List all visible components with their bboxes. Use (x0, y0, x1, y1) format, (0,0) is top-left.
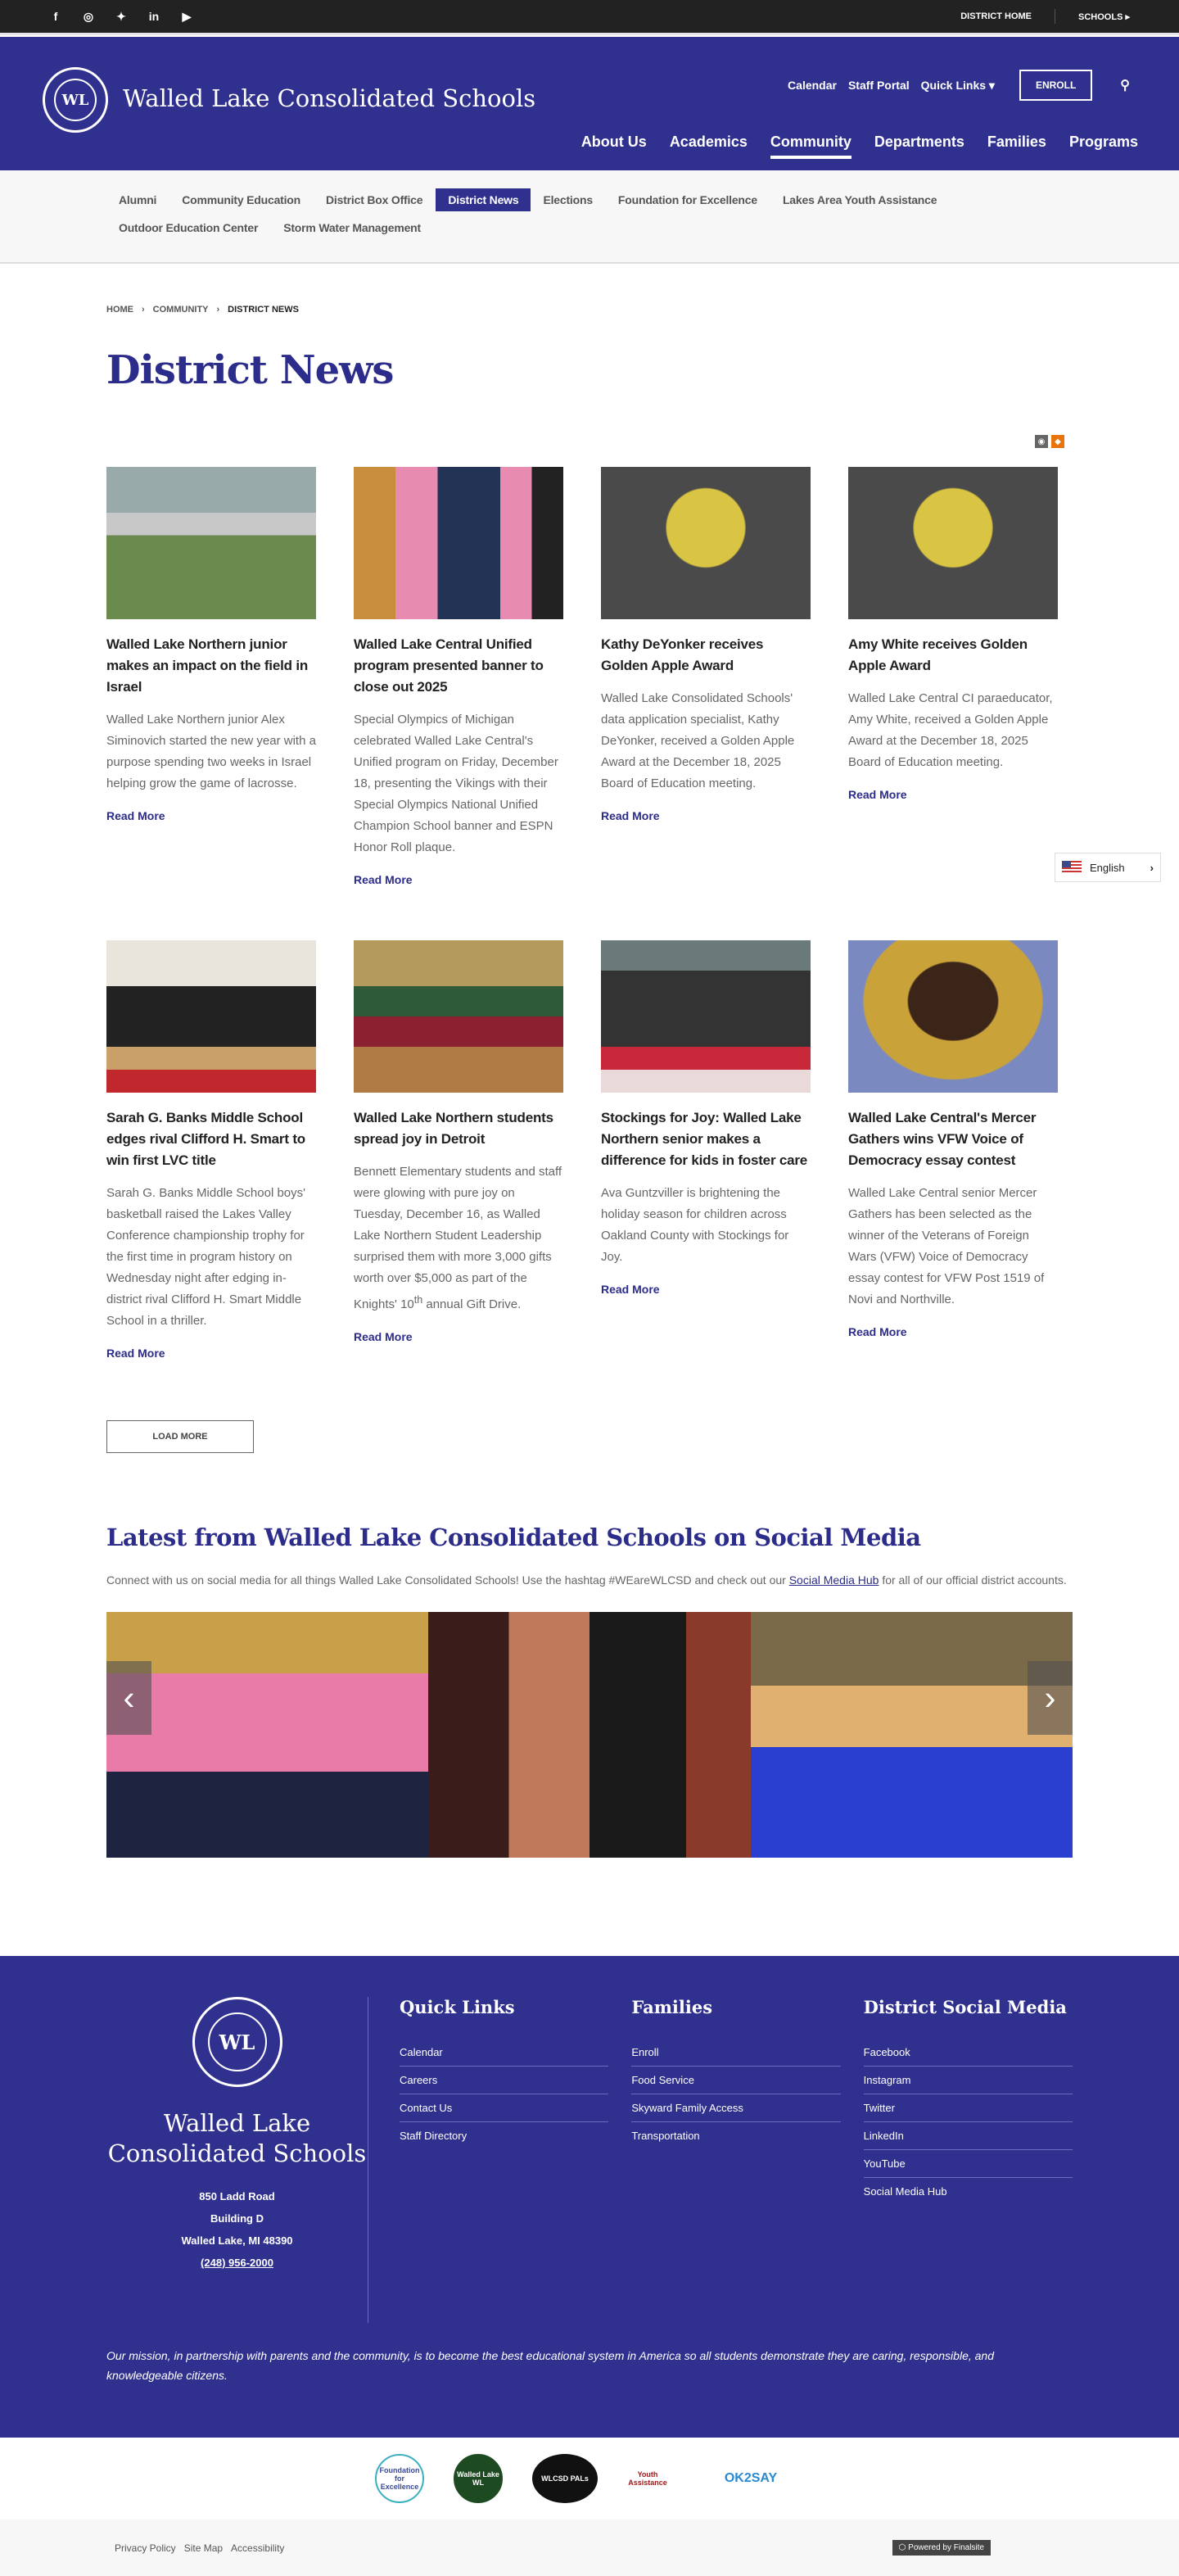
language-selector[interactable] (1055, 853, 1161, 882)
news-card (106, 467, 316, 888)
carousel-next-button[interactable]: › (1028, 1661, 1073, 1735)
footer-column-title: District Social Media (863, 1997, 1067, 2017)
news-title[interactable]: Walled Lake Northern students spread joy in Detroit (354, 1110, 553, 1147)
read-more-link[interactable]: Read More (601, 1283, 660, 1296)
subnav-lakes-area-youth[interactable]: Lakes Area Youth Assistance (782, 193, 937, 206)
footer-column (400, 1997, 608, 2323)
district-home-link[interactable]: DISTRICT HOME (960, 11, 1032, 21)
news-card (354, 467, 563, 888)
mission-statement: Our mission, in partnership with parents and the community, is to become the best educational system in America so all students demonstrate they are caring, responsible, and knowledgeable citizens. (106, 2349, 994, 2382)
footer-column (631, 1997, 840, 2323)
accessibility-link[interactable]: Accessibility (231, 2542, 285, 2554)
partner-logo[interactable]: OK2SAY (698, 2454, 804, 2503)
subnav-row (106, 188, 1073, 211)
footer-link[interactable]: Social Media Hub (863, 2185, 947, 2198)
partner-logo[interactable]: Youth Assistance (627, 2454, 668, 2503)
main-content (0, 305, 1179, 1858)
social-links (49, 10, 193, 24)
news-title[interactable]: Walled Lake Central's Mercer Gathers wins VFW Voice of Democracy essay contest (848, 1110, 1037, 1168)
footer-link[interactable]: Facebook (864, 2039, 1073, 2067)
read-more-link[interactable]: Read More (354, 1330, 413, 1343)
main-nav (581, 134, 1138, 159)
footer-column-title: Families (631, 1997, 713, 2017)
logo-monogram: WL (54, 79, 97, 121)
news-title[interactable]: Walled Lake Central Unified program presented banner to close out 2025 (354, 636, 544, 695)
news-summary: Walled Lake Northern junior Alex Siminovich started the new year with a purpose spending two weeks in Israel helping grow the game of lacrosse. (106, 713, 316, 790)
footer-link[interactable]: Twitter (864, 2094, 1073, 2122)
youtube-icon[interactable]: ▶ (182, 9, 192, 23)
language-label: English (1090, 861, 1125, 874)
social-section-intro (106, 1569, 1073, 1591)
search-icon[interactable]: ⚲ (1120, 79, 1130, 93)
section-subnav (0, 170, 1179, 264)
subnav-district-box-office[interactable]: District Box Office (326, 193, 423, 206)
chevron-right-icon: › (1150, 861, 1154, 874)
nav-departments[interactable]: Departments (874, 134, 964, 150)
footer-link[interactable]: Careers (400, 2067, 608, 2094)
news-thumbnail[interactable] (106, 467, 316, 619)
read-more-link[interactable]: Read More (848, 788, 907, 801)
address-line: 850 Ladd Road (199, 2190, 275, 2203)
carousel-slide[interactable] (428, 1612, 750, 1858)
footer-contact (106, 1997, 368, 2323)
news-summary: Walled Lake Consolidated Schools' data application specialist, Kathy DeYonker, received a Golden Apple Award at the December 18, 2025 Board of Education meeting. (601, 691, 795, 790)
subnav-elections[interactable]: Elections (543, 193, 593, 206)
read-more-link[interactable]: Read More (106, 1347, 165, 1360)
news-thumbnail[interactable] (354, 940, 563, 1093)
staff-portal-link[interactable]: Staff Portal (847, 79, 910, 92)
news-thumbnail[interactable] (848, 940, 1058, 1093)
news-title[interactable]: Kathy DeYonker receives Golden Apple Award (601, 636, 764, 673)
carousel-prev-button[interactable]: ‹ (106, 1661, 151, 1735)
breadcrumb-separator: › (216, 305, 220, 315)
footer-address (106, 2185, 368, 2274)
breadcrumb (106, 305, 1073, 315)
read-more-link[interactable]: Read More (106, 809, 165, 822)
partner-logo[interactable]: Walled Lake WL (454, 2454, 503, 2503)
legal-links (115, 2542, 284, 2554)
nav-community[interactable]: Community (770, 134, 852, 159)
footer-link[interactable]: Enroll (631, 2039, 840, 2067)
news-title[interactable]: Walled Lake Northern junior makes an impact on the field in Israel (106, 636, 309, 695)
news-summary: Special Olympics of Michigan celebrated Walled Lake Central's Unified program on Friday, December 18, presenting the Vikings with their Special Olympics National Unified Champion School banner and ESPN Honor Roll plaque. (354, 713, 558, 854)
social-section-title: Latest from Walled Lake Consolidated Schools on Social Media (106, 1523, 921, 1551)
news-card (601, 940, 811, 1361)
utility-bar (0, 0, 1179, 33)
instagram-icon[interactable]: ◎ (83, 9, 94, 23)
breadcrumb-community[interactable]: COMMUNITY (152, 305, 209, 315)
site-footer (0, 1956, 1179, 2438)
site-title[interactable]: Walled Lake Consolidated Schools (123, 84, 536, 112)
news-card (106, 940, 316, 1361)
subnav-community-education[interactable]: Community Education (182, 193, 301, 206)
breadcrumb-separator: › (142, 305, 145, 315)
utility-links (960, 9, 1130, 24)
footer-link[interactable]: Contact Us (400, 2094, 608, 2122)
footer-district-name: Walled Lake Consolidated Schools (107, 2109, 367, 2167)
quick-links-dropdown[interactable]: Quick Links ▾ (920, 78, 995, 92)
news-card (354, 940, 563, 1361)
header-utility-nav (788, 70, 1130, 101)
footer-link[interactable]: Transportation (631, 2130, 700, 2142)
read-more-link[interactable]: Read More (848, 1325, 907, 1338)
intro-text: for all of our official district accounts. (879, 1573, 1067, 1587)
social-carousel (106, 1612, 1073, 1858)
rss-icon[interactable]: ◉ (1035, 435, 1048, 448)
powered-by-finalsite-badge[interactable]: ⬡ Powered by Finalsite (892, 2540, 991, 2556)
twitter-icon[interactable]: ✦ (116, 9, 126, 23)
address-line: Building D (210, 2212, 264, 2225)
site-header (0, 37, 1179, 170)
page-title: District News (106, 347, 394, 393)
news-thumbnail[interactable] (848, 467, 1058, 619)
footer-link[interactable]: Skyward Family Access (631, 2094, 840, 2122)
us-flag-icon (1062, 861, 1082, 874)
nav-families[interactable]: Families (987, 134, 1046, 150)
enroll-button[interactable]: ENROLL (1019, 70, 1092, 101)
footer-link-columns (368, 1997, 1073, 2323)
news-card (601, 467, 811, 888)
social-media-hub-link[interactable]: Social Media Hub (788, 1573, 879, 1587)
logo-monogram: WL (208, 2012, 267, 2071)
footer-column (864, 1997, 1073, 2323)
privacy-policy-link[interactable]: Privacy Policy (115, 2542, 176, 2554)
bell-icon[interactable]: ◆ (1051, 435, 1064, 448)
news-thumbnail[interactable] (354, 467, 563, 619)
linkedin-icon[interactable]: in (148, 10, 160, 23)
footer-link[interactable]: LinkedIn (864, 2122, 1073, 2150)
news-thumbnail[interactable] (106, 940, 316, 1093)
news-thumbnail[interactable] (601, 467, 811, 619)
news-thumbnail[interactable] (601, 940, 811, 1093)
subnav-district-news[interactable]: District News (436, 188, 531, 211)
read-more-link[interactable]: Read More (354, 873, 413, 886)
subnav-storm-water[interactable]: Storm Water Management (283, 221, 421, 234)
news-summary: Sarah G. Banks Middle School boys' basketball raised the Lakes Valley Conference championship trophy for the first time in program history on Wednesday night after edging in-district rival Clifford H. Smart Middle School in a thriller. (106, 1186, 305, 1328)
footer-column-title: Quick Links (400, 1997, 515, 2017)
news-summary: Walled Lake Central CI paraeducator, Amy White, received a Golden Apple Award at the December 18, 2025 Board of Education meeting. (848, 691, 1053, 769)
site-map-link[interactable]: Site Map (183, 2542, 224, 2554)
intro-text: Connect with us on social media for all things Walled Lake Consolidated Schools! Use the hashtag #WEareWLCSD and check out our (106, 1573, 789, 1587)
address-line: Walled Lake, MI 48390 (181, 2234, 293, 2247)
feed-icons (1035, 435, 1064, 448)
news-grid (106, 467, 1073, 1361)
calendar-link[interactable]: Calendar (788, 79, 837, 92)
news-card (848, 940, 1058, 1361)
subnav-alumni[interactable]: Alumni (119, 193, 157, 206)
phone-link[interactable]: (248) 956-2000 (201, 2257, 273, 2269)
footer-logo[interactable] (192, 1997, 282, 2087)
breadcrumb-current: DISTRICT NEWS (228, 305, 299, 315)
district-logo[interactable] (43, 67, 108, 133)
read-more-link[interactable]: Read More (601, 809, 660, 822)
partner-logo[interactable]: Foundation for Excellence (375, 2454, 424, 2503)
subnav-foundation[interactable]: Foundation for Excellence (617, 193, 757, 206)
load-more-button[interactable]: LOAD MORE (106, 1420, 254, 1453)
news-title[interactable]: Sarah G. Banks Middle School edges rival Clifford H. Smart to win first LVC title (106, 1110, 305, 1168)
nav-academics[interactable]: Academics (669, 134, 748, 150)
subnav-row (106, 216, 1073, 239)
news-title[interactable]: Amy White receives Golden Apple Award (848, 636, 1028, 673)
nav-about-us[interactable]: About Us (580, 134, 647, 150)
footer-link[interactable]: Food Service (631, 2067, 840, 2094)
subnav-outdoor-education[interactable]: Outdoor Education Center (119, 221, 259, 234)
bottom-bar (0, 2519, 1179, 2576)
partner-logo[interactable]: WLCSD PALs (532, 2454, 598, 2503)
schools-dropdown[interactable]: SCHOOLS ▸ (1078, 11, 1130, 22)
nav-programs[interactable]: Programs (1068, 134, 1138, 150)
footer-link[interactable]: Instagram (864, 2067, 1073, 2094)
news-summary: Ava Guntzviller is brightening the holiday season for children across Oakland County with Stockings for Joy. (601, 1186, 789, 1264)
carousel-slide[interactable] (751, 1612, 1073, 1858)
news-card (848, 467, 1058, 888)
partner-logos (0, 2438, 1179, 2519)
footer-link[interactable]: Staff Directory (400, 2130, 468, 2142)
news-summary: Walled Lake Central senior Mercer Gathers has been selected as the winner of the Veterans of Foreign Wars (VFW) Voice of Democracy essay contest for VFW Post 1519 of Novi and Northville. (848, 1186, 1045, 1306)
news-summary: Bennett Elementary students and staff were glowing with pure joy on Tuesday, December 16, as Walled Lake Northern Student Leadership surprised them with more 3,000 gifts worth over $5,000 as part of the Knights' 10th annual Gift Drive. (354, 1165, 562, 1311)
breadcrumb-home[interactable]: HOME (106, 305, 133, 315)
carousel-slide[interactable] (106, 1612, 428, 1858)
footer-link[interactable]: YouTube (864, 2150, 1073, 2178)
facebook-icon[interactable]: f (53, 10, 58, 23)
news-title[interactable]: Stockings for Joy: Walled Lake Northern senior makes a difference for kids in foster care (601, 1110, 808, 1168)
footer-link[interactable]: Calendar (400, 2039, 608, 2067)
